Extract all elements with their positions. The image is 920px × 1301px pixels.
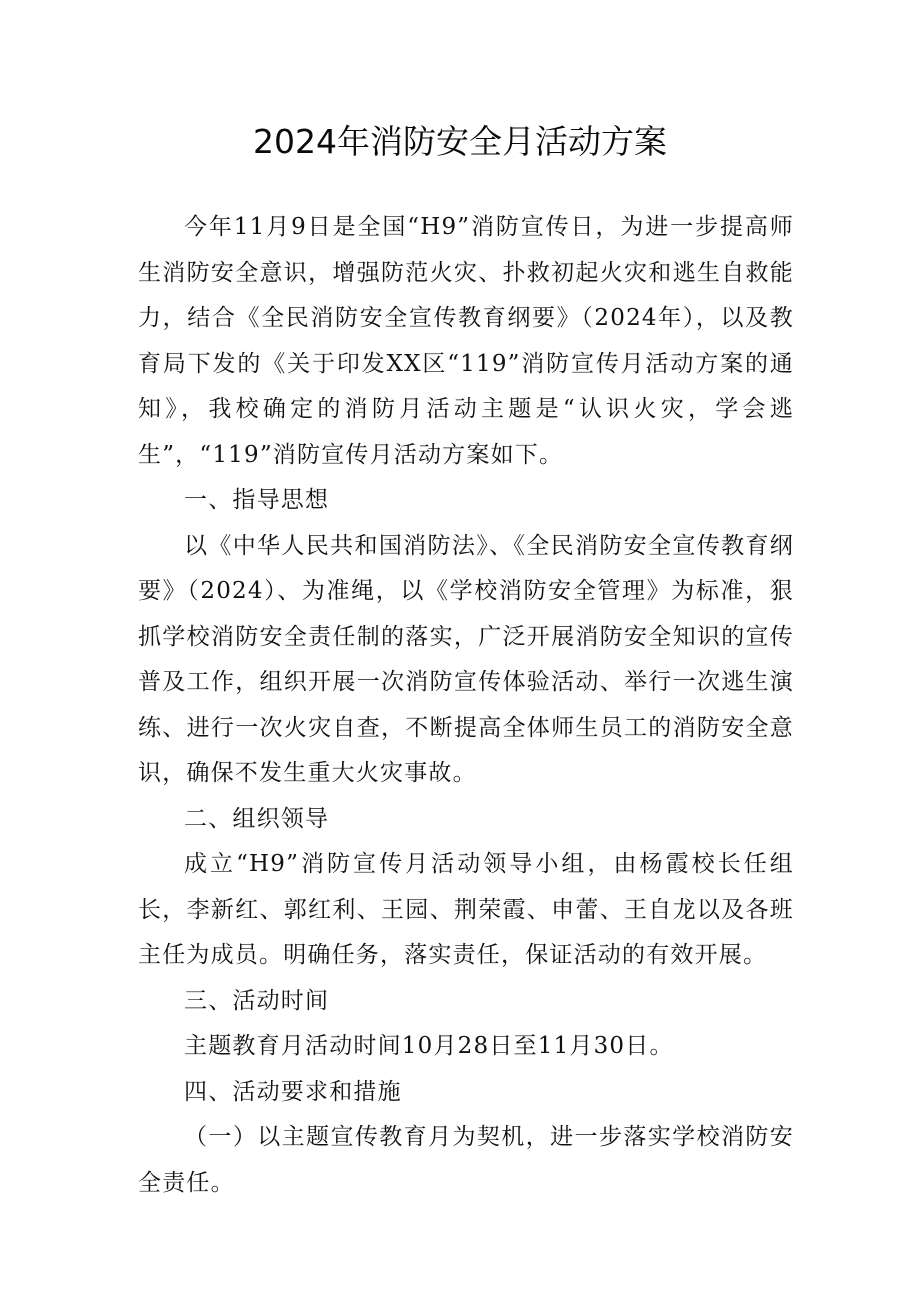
section-heading-organization: 二、组织领导	[184, 805, 330, 832]
document-title: 2024年消防安全月活动方案	[253, 122, 667, 161]
section-heading-activity-time: 三、活动时间	[184, 987, 330, 1014]
activity-time-paragraph: 主题教育月活动时间10月28日至11月30日。	[184, 1033, 674, 1059]
section-heading-guiding-ideology: 一、指导思想	[184, 487, 330, 513]
document-body	[138, 205, 794, 1206]
section-heading-requirements: 四、活动要求和措施	[184, 1078, 402, 1105]
guiding-ideology-paragraph: 以《中华人民共和国消防法》、《全民消防安全宣传教育纲要》（2024）、为准绳，以《学校消防安全管理》为标准，狠抓学校消防安全责任制的落实，广泛开展消防安全知识的宣传普及工作，组织开展一次消防宣传体验活动、举行一次逃生演练、进行一次火灾自查，不断提高全体师生员工的消防安全意识，确保不发生重大火灾事故。	[138, 532, 794, 786]
requirement-item-1: （一）以主题宣传教育月为契机，进一步落实学校消防安全责任。	[138, 1124, 794, 1196]
organization-paragraph: 成立“H9”消防宣传月活动领导小组，由杨霞校长任组长，李新红、郭红利、王园、荆荣霞、申蕾、王自龙以及各班主任为成员。明确任务，落实责任，保证活动的有效开展。	[138, 851, 794, 968]
intro-paragraph: 今年11月9日是全国“H9”消防宣传日，为进一步提高师生消防安全意识，增强防范火灾、扑救初起火灾和逃生自救能力，结合《全民消防安全宣传教育纲要》（2024年），以及教育局下发的《关于印发XX区“119”消防宣传月活动方案的通知》，我校确定的消防月活动主题是“认识火灾，学会逃生”，“119”消防宣传月活动方案如下。	[138, 214, 794, 468]
